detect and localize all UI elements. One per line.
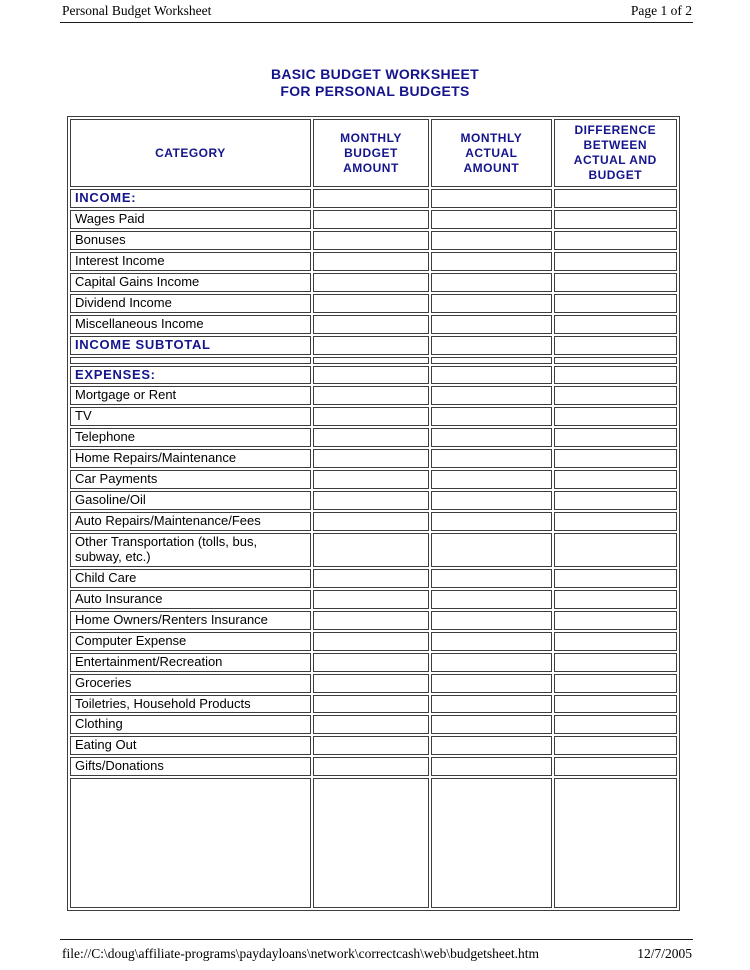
actual-amount-cell <box>431 252 551 271</box>
header-rule <box>60 22 693 23</box>
actual-amount-cell <box>431 386 551 405</box>
table-row <box>70 189 677 208</box>
category-label: INCOME SUBTOTAL <box>75 336 211 352</box>
actual-amount-cell <box>431 336 551 355</box>
actual-amount-cell <box>431 632 551 651</box>
actual-amount-cell <box>431 653 551 672</box>
category-label: Child Care <box>75 569 137 585</box>
column-header-row <box>70 119 677 187</box>
category-label: TV <box>75 408 92 424</box>
worksheet-title <box>0 66 750 99</box>
difference-amount-cell <box>554 695 677 714</box>
column-header-monthly-budget <box>313 119 429 187</box>
category-label: Capital Gains Income <box>75 273 200 289</box>
actual-amount-cell <box>431 590 551 609</box>
actual-amount-cell <box>431 470 551 489</box>
difference-amount-cell <box>554 590 677 609</box>
table-row <box>70 386 677 405</box>
category-label: Toiletries, Household Products <box>75 695 251 711</box>
actual-amount-cell <box>431 366 551 385</box>
category-label: Auto Insurance <box>75 590 163 606</box>
category-label: Telephone <box>75 429 135 445</box>
table-row <box>70 366 677 385</box>
category-label: Gasoline/Oil <box>75 492 146 508</box>
category-cell <box>70 273 311 292</box>
budget-amount-cell <box>313 674 429 693</box>
budget-amount-cell <box>313 386 429 405</box>
category-cell <box>70 533 311 567</box>
category-label: Gifts/Donations <box>75 758 164 774</box>
actual-amount-cell <box>431 778 551 908</box>
category-label: Car Payments <box>75 471 158 487</box>
budget-amount-cell <box>313 512 429 531</box>
difference-amount-cell <box>554 315 677 334</box>
column-header-monthly-budget-label: MONTHLY BUDGET AMOUNT <box>340 130 402 175</box>
category-cell <box>70 715 311 734</box>
budget-amount-cell <box>313 273 429 292</box>
budget-amount-cell <box>313 252 429 271</box>
budget-amount-cell <box>313 611 429 630</box>
worksheet-title-line1: BASIC BUDGET WORKSHEET <box>270 66 480 82</box>
difference-amount-cell <box>554 611 677 630</box>
table-row <box>70 336 677 355</box>
actual-amount-cell <box>431 695 551 714</box>
actual-amount-cell <box>431 273 551 292</box>
worksheet-title-line2: FOR PERSONAL BUDGETS <box>280 82 470 99</box>
budget-amount-cell <box>313 294 429 313</box>
category-cell <box>70 449 311 468</box>
column-header-difference <box>554 119 677 187</box>
category-cell <box>70 632 311 651</box>
difference-amount-cell <box>554 189 677 208</box>
column-header-difference-label: DIFFERENCE BETWEEN ACTUAL AND BUDGET <box>573 123 657 182</box>
difference-amount-cell <box>554 357 677 364</box>
difference-amount-cell <box>554 428 677 447</box>
category-cell <box>70 189 311 208</box>
category-cell <box>70 407 311 426</box>
budget-amount-cell <box>313 189 429 208</box>
category-cell <box>70 778 311 908</box>
budget-amount-cell <box>313 428 429 447</box>
budget-table <box>67 116 680 911</box>
table-row <box>70 569 677 588</box>
category-cell <box>70 736 311 755</box>
budget-amount-cell <box>313 336 429 355</box>
difference-amount-cell <box>554 252 677 271</box>
difference-amount-cell <box>554 736 677 755</box>
actual-amount-cell <box>431 491 551 510</box>
actual-amount-cell <box>431 512 551 531</box>
category-cell <box>70 252 311 271</box>
category-cell <box>70 757 311 776</box>
table-row <box>70 695 677 714</box>
difference-amount-cell <box>554 757 677 776</box>
difference-amount-cell <box>554 632 677 651</box>
difference-amount-cell <box>554 407 677 426</box>
category-cell <box>70 315 311 334</box>
difference-amount-cell <box>554 512 677 531</box>
table-row <box>70 674 677 693</box>
category-label: Clothing <box>75 716 123 732</box>
category-cell <box>70 590 311 609</box>
difference-amount-cell <box>554 533 677 567</box>
budget-amount-cell <box>313 231 429 250</box>
category-cell <box>70 294 311 313</box>
actual-amount-cell <box>431 231 551 250</box>
difference-amount-cell <box>554 231 677 250</box>
table-row <box>70 491 677 510</box>
category-label: Entertainment/Recreation <box>75 653 223 669</box>
table-row <box>70 533 677 567</box>
doc-footer-date: 12/7/2005 <box>637 946 692 961</box>
budget-amount-cell <box>313 736 429 755</box>
table-row <box>70 736 677 755</box>
category-label: Computer Expense <box>75 632 187 648</box>
category-label: Groceries <box>75 674 132 690</box>
difference-amount-cell <box>554 366 677 385</box>
table-row <box>70 470 677 489</box>
category-cell <box>70 470 311 489</box>
budget-amount-cell <box>313 533 429 567</box>
budget-amount-cell <box>313 407 429 426</box>
actual-amount-cell <box>431 294 551 313</box>
category-cell <box>70 695 311 714</box>
difference-amount-cell <box>554 778 677 908</box>
table-row <box>70 315 677 334</box>
category-cell <box>70 231 311 250</box>
category-label: INCOME: <box>75 190 137 205</box>
difference-amount-cell <box>554 674 677 693</box>
column-header-category-label: CATEGORY <box>155 145 226 160</box>
table-row <box>70 590 677 609</box>
category-label: Mortgage or Rent <box>75 387 177 403</box>
category-cell <box>70 674 311 693</box>
category-cell <box>70 366 311 385</box>
doc-footer-file-path: file://C:\doug\affiliate-programs\paydayloans\network\correctcash\web\budgetsheet.htm <box>62 946 539 961</box>
actual-amount-cell <box>431 449 551 468</box>
budget-amount-cell <box>313 315 429 334</box>
budget-amount-cell <box>313 695 429 714</box>
table-row <box>70 357 677 364</box>
actual-amount-cell <box>431 736 551 755</box>
actual-amount-cell <box>431 715 551 734</box>
actual-amount-cell <box>431 611 551 630</box>
budget-amount-cell <box>313 470 429 489</box>
budget-amount-cell <box>313 210 429 229</box>
table-row <box>70 512 677 531</box>
doc-header-page-number: Page 1 of 2 <box>630 3 692 18</box>
category-label: Other Transportation (tolls, bus, subway, etc.) <box>75 534 258 564</box>
category-label: Wages Paid <box>75 210 145 226</box>
budget-amount-cell <box>313 590 429 609</box>
actual-amount-cell <box>431 569 551 588</box>
difference-amount-cell <box>554 653 677 672</box>
column-header-monthly-actual <box>431 119 551 187</box>
category-label: Miscellaneous Income <box>75 315 204 331</box>
actual-amount-cell <box>431 189 551 208</box>
category-cell <box>70 512 311 531</box>
print-header <box>62 3 692 19</box>
budget-amount-cell <box>313 366 429 385</box>
actual-amount-cell <box>431 357 551 364</box>
difference-amount-cell <box>554 449 677 468</box>
table-row <box>70 294 677 313</box>
difference-amount-cell <box>554 336 677 355</box>
category-label: Home Repairs/Maintenance <box>75 450 237 466</box>
budget-amount-cell <box>313 757 429 776</box>
category-label: Home Owners/Renters Insurance <box>75 611 268 627</box>
footer-rule <box>60 939 693 940</box>
difference-amount-cell <box>554 569 677 588</box>
category-cell <box>70 491 311 510</box>
table-row <box>70 653 677 672</box>
actual-amount-cell <box>431 757 551 776</box>
table-row <box>70 407 677 426</box>
table-row <box>70 210 677 229</box>
doc-header-title: Personal Budget Worksheet <box>62 3 212 18</box>
actual-amount-cell <box>431 674 551 693</box>
actual-amount-cell <box>431 407 551 426</box>
table-row <box>70 428 677 447</box>
category-cell <box>70 357 311 364</box>
table-row <box>70 715 677 734</box>
budget-table-body <box>70 189 677 908</box>
category-label: Eating Out <box>75 737 137 753</box>
table-row <box>70 611 677 630</box>
category-label: Dividend Income <box>75 294 172 310</box>
actual-amount-cell <box>431 315 551 334</box>
category-cell <box>70 210 311 229</box>
category-label: Interest Income <box>75 252 165 268</box>
table-row <box>70 757 677 776</box>
budget-amount-cell <box>313 357 429 364</box>
difference-amount-cell <box>554 273 677 292</box>
difference-amount-cell <box>554 294 677 313</box>
table-row <box>70 273 677 292</box>
category-cell <box>70 569 311 588</box>
budget-amount-cell <box>313 778 429 908</box>
actual-amount-cell <box>431 210 551 229</box>
table-row <box>70 252 677 271</box>
budget-amount-cell <box>313 715 429 734</box>
print-footer <box>62 946 692 962</box>
category-label: Bonuses <box>75 231 126 247</box>
budget-amount-cell <box>313 632 429 651</box>
category-cell <box>70 386 311 405</box>
table-row <box>70 231 677 250</box>
table-row <box>70 778 677 908</box>
difference-amount-cell <box>554 386 677 405</box>
difference-amount-cell <box>554 210 677 229</box>
category-cell <box>70 428 311 447</box>
table-row <box>70 449 677 468</box>
difference-amount-cell <box>554 470 677 489</box>
category-cell <box>70 611 311 630</box>
category-cell <box>70 653 311 672</box>
category-label: Auto Repairs/Maintenance/Fees <box>75 513 261 529</box>
difference-amount-cell <box>554 491 677 510</box>
column-header-category <box>70 119 311 187</box>
budget-amount-cell <box>313 449 429 468</box>
budget-amount-cell <box>313 491 429 510</box>
difference-amount-cell <box>554 715 677 734</box>
column-header-monthly-actual-label: MONTHLY ACTUAL AMOUNT <box>460 130 523 175</box>
budget-amount-cell <box>313 569 429 588</box>
actual-amount-cell <box>431 428 551 447</box>
actual-amount-cell <box>431 533 551 567</box>
table-row <box>70 632 677 651</box>
budget-amount-cell <box>313 653 429 672</box>
category-label: EXPENSES: <box>75 366 156 382</box>
category-cell <box>70 336 311 355</box>
